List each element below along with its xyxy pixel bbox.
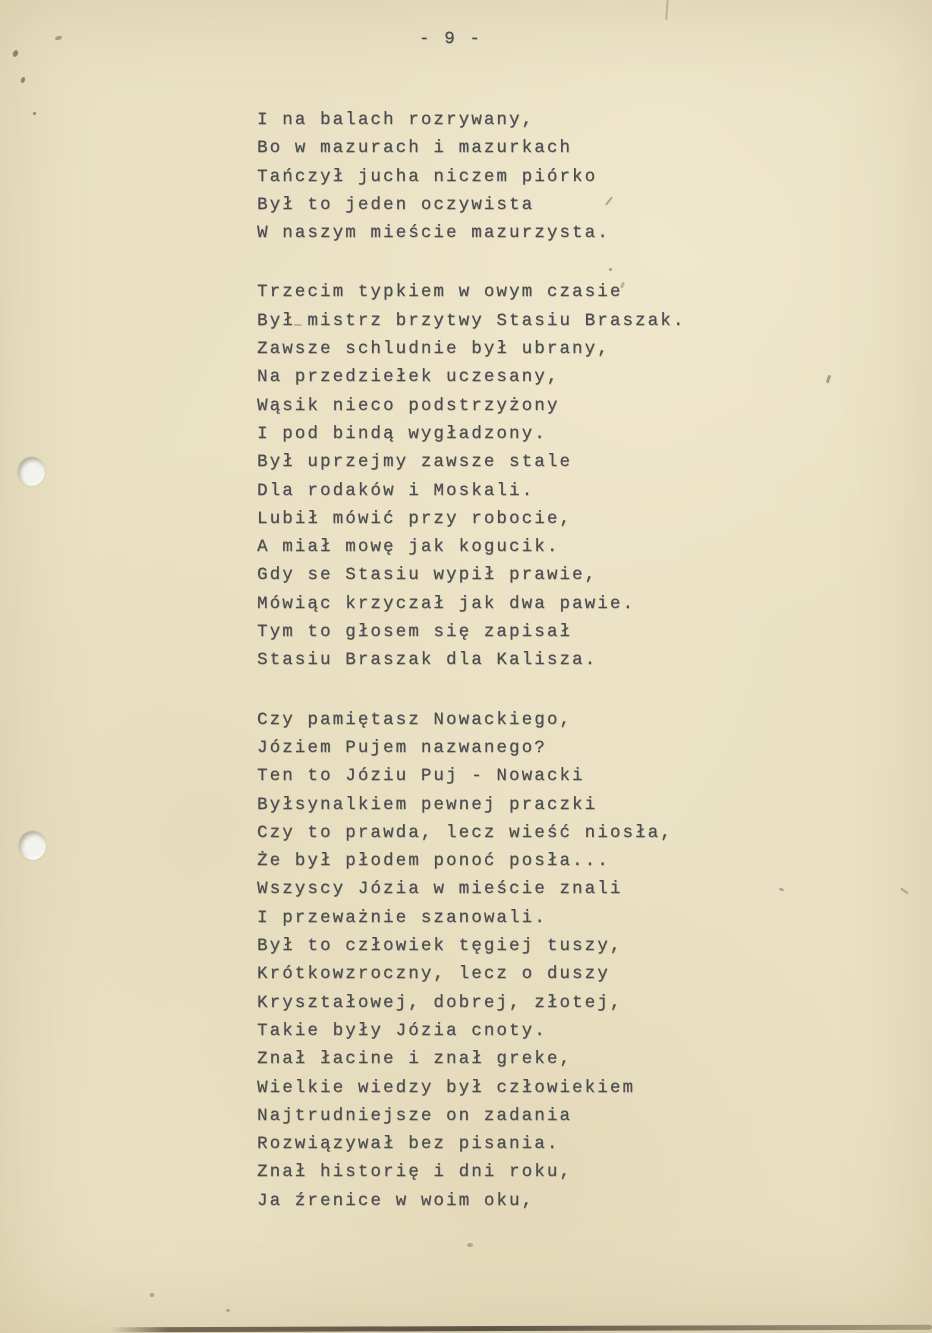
poem-line: Wszyscy Józia w mieście znali bbox=[257, 879, 623, 900]
scan-scratch bbox=[900, 888, 909, 895]
scan-scratch bbox=[826, 375, 831, 384]
poem-line: Józiem Pujem nazwanego? bbox=[257, 737, 547, 758]
poem-line: Był mistrz brzytwy Stasiu Braszak. bbox=[257, 310, 686, 331]
poem-line: Czy to prawda, lecz wieść niosła, bbox=[257, 822, 673, 843]
poem-line: Dla rodaków i Moskali. bbox=[257, 480, 535, 501]
poem-line: Rozwiązywał bez pisania. bbox=[257, 1134, 560, 1155]
poem-line: Gdy se Stasiu wypił prawie, bbox=[257, 565, 598, 586]
poem-line: Ja źrenice w woim oku, bbox=[257, 1190, 535, 1211]
poem-line: Najtrudniejsze on zadania bbox=[257, 1105, 573, 1126]
poem-line: Bo w mazurach i mazurkach bbox=[257, 138, 573, 159]
paper-speck bbox=[55, 35, 63, 41]
scan-scratch bbox=[294, 324, 302, 326]
stanza bbox=[257, 278, 685, 674]
scan-scratch bbox=[665, 0, 668, 20]
paper-speck bbox=[12, 49, 19, 57]
poem-line: I przeważnie szanowali. bbox=[257, 907, 547, 928]
paper-speck bbox=[33, 112, 36, 115]
paper-speck bbox=[779, 887, 785, 892]
poem-line: Był uprzejmy zawsze stale bbox=[257, 452, 573, 473]
poem-line: Znał łacine i znał greke, bbox=[257, 1049, 573, 1070]
poem-line: Był to człowiek tęgiej tuszy, bbox=[257, 936, 623, 957]
paper-speck bbox=[20, 76, 26, 83]
poem-line: Kryształowej, dobrej, złotej, bbox=[257, 992, 623, 1013]
page-bottom-edge-shadow bbox=[110, 1325, 932, 1333]
punch-hole-top bbox=[18, 457, 45, 486]
punch-hole-bottom bbox=[19, 831, 46, 860]
poem-line: Był to jeden oczywista bbox=[257, 194, 535, 215]
poem-line: Byłsynalkiem pewnej praczki bbox=[257, 794, 598, 815]
poem-line: Czy pamiętasz Nowackiego, bbox=[257, 709, 573, 730]
paper-speck bbox=[226, 1309, 230, 1312]
page-number: - 9 - bbox=[419, 29, 483, 49]
poem-line: Zawsze schludnie był ubrany, bbox=[257, 339, 610, 360]
poem-line: Krótkowzroczny, lecz o duszy bbox=[257, 964, 610, 985]
poem-line: Wąsik nieco podstrzyżony bbox=[257, 395, 560, 416]
stanza bbox=[257, 706, 685, 1215]
paper-speck bbox=[609, 268, 612, 271]
poem-line: W naszym mieście mazurzysta. bbox=[257, 223, 610, 244]
poem-line: I pod bindą wygładzony. bbox=[257, 423, 547, 444]
paper-speck bbox=[150, 1293, 154, 1297]
poem-line: Tym to głosem się zapisał bbox=[257, 622, 573, 643]
poem-line: Ten to Józiu Puj - Nowacki bbox=[257, 766, 585, 787]
poem-line: Trzecim typkiem w owym czasie bbox=[257, 282, 623, 303]
stanza bbox=[257, 106, 685, 247]
poem-line: Takie były Józia cnoty. bbox=[257, 1020, 547, 1041]
paper-speck bbox=[467, 1243, 473, 1247]
poem-line: Mówiąc krzyczał jak dwa pawie. bbox=[257, 593, 636, 614]
poem-text bbox=[257, 106, 685, 1246]
poem-line: Lubił mówić przy robocie, bbox=[257, 508, 573, 529]
poem-line: Że był płodem ponoć posła... bbox=[257, 851, 610, 872]
poem-line: Wielkie wiedzy był człowiekiem bbox=[257, 1077, 636, 1098]
poem-line: A miał mowę jak kogucik. bbox=[257, 537, 560, 558]
poem-line: Znał historię i dni roku, bbox=[257, 1162, 573, 1183]
poem-line: Stasiu Braszak dla Kalisza. bbox=[257, 650, 598, 671]
poem-line: I na balach rozrywany, bbox=[257, 110, 535, 130]
poem-line: Tańczył jucha niczem piórko bbox=[257, 166, 598, 187]
poem-line: Na przedziełek uczesany, bbox=[257, 367, 560, 388]
